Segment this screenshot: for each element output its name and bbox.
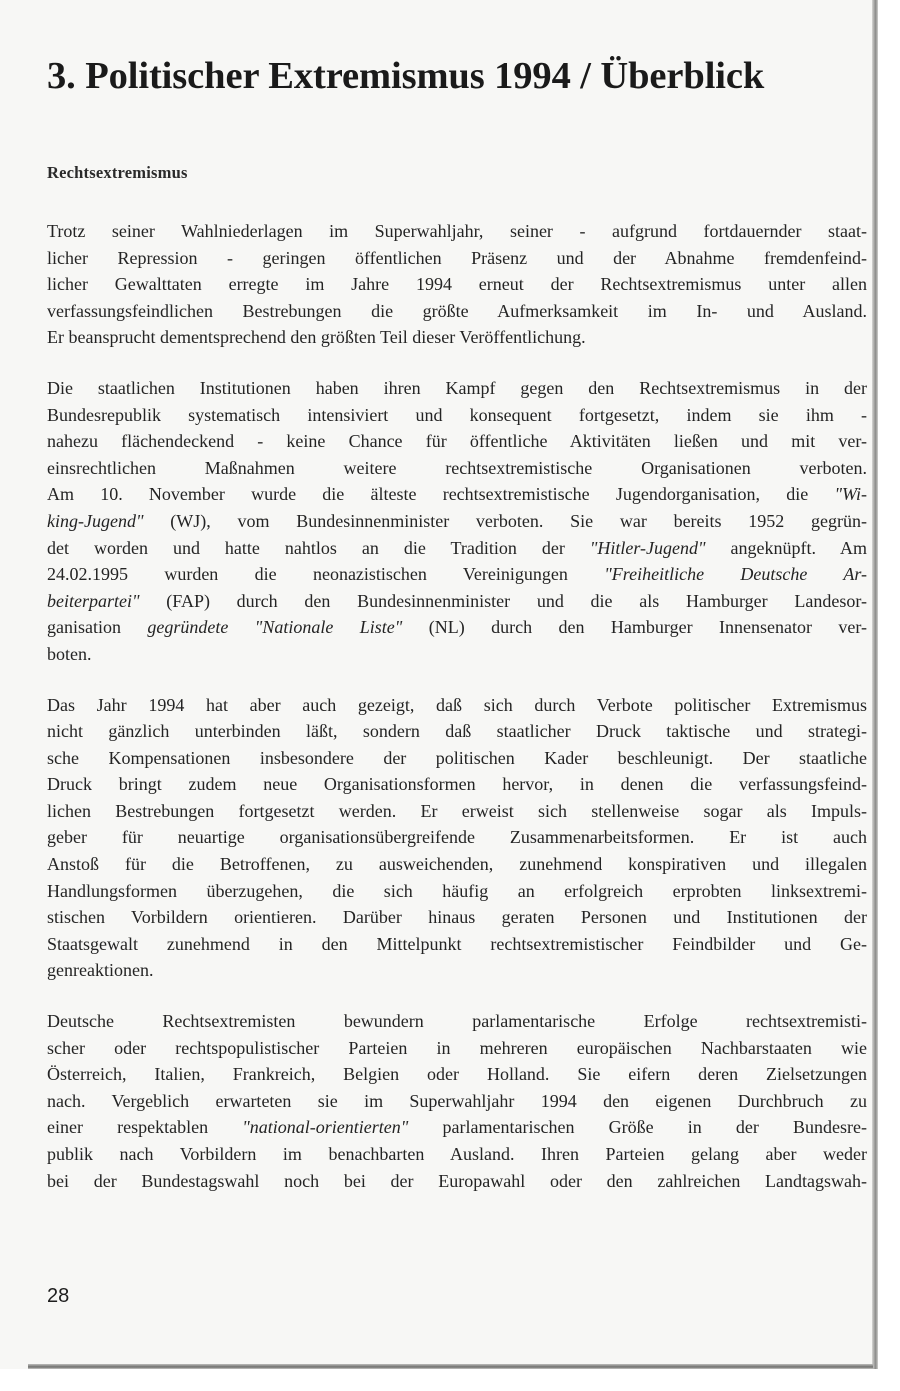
text-line: Trotz seiner Wahlniederlagen im Superwahljahr, seiner - aufgrund fortdauernder staat- bbox=[47, 221, 867, 241]
text-run: parlamentarischen Größe in der Bundesre- bbox=[408, 1117, 867, 1138]
text-line bbox=[47, 561, 867, 588]
text-line: Bundesrepublik systematisch intensiviert und konsequent fortgesetzt, indem sie ihm - bbox=[47, 404, 867, 425]
italic-title: beiterpartei" bbox=[47, 590, 140, 611]
text-line bbox=[47, 508, 867, 535]
text-line: genreaktionen. bbox=[47, 960, 154, 981]
text-run: (WJ), vom Bundesinnenminister verboten. Sie war bereits 1952 gegrün- bbox=[143, 510, 867, 531]
text-line: scher oder rechtspopulistischer Parteien in mehreren europäischen Nachbarstaaten wie bbox=[47, 1037, 867, 1058]
page-margin-bottom bbox=[0, 1369, 900, 1391]
text-line: lichen Bestrebungen fortgesetzt werden. Er erweist sich stellenweise sogar als Impuls- bbox=[47, 800, 867, 821]
text-line bbox=[47, 588, 867, 615]
text-line: geber für neuartige organisationsübergreifende Zusammenarbeitsformen. Er ist auch bbox=[47, 827, 867, 848]
text-run: (NL) durch den Hamburger Innensenator ver- bbox=[402, 617, 867, 638]
text-line: Staatsgewalt zunehmend in den Mittelpunkt rechtsextremistischer Feindbilder und Ge- bbox=[47, 933, 867, 954]
text-line bbox=[47, 535, 867, 562]
text-line: Österreich, Italien, Frankreich, Belgien oder Holland. Sie eifern deren Zielsetzungen bbox=[47, 1064, 867, 1085]
text-run: Am 10. November wurde die älteste rechtsextremistische Jugendorganisation, die bbox=[47, 484, 835, 505]
text-line: stischen Vorbildern orientieren. Darüber hinaus geraten Personen und Institutionen der bbox=[47, 907, 867, 928]
body-text bbox=[47, 218, 867, 1218]
italic-title: king-Jugend" bbox=[47, 510, 144, 531]
text-line: nach. Vergeblich erwarteten sie im Superwahljahr 1994 den eigenen Durchbruch zu bbox=[47, 1090, 867, 1111]
text-line: nicht gänzlich unterbinden läßt, sondern daß staatlicher Druck taktische und strategi- bbox=[47, 721, 867, 742]
text-line: Anstoß für die Betroffenen, zu ausweichenden, zunehmend konspirativen und illegalen bbox=[47, 854, 867, 875]
italic-title: "Wi- bbox=[834, 484, 867, 505]
text-line: bei der Bundestagswahl noch bei der Europawahl oder den zahlreichen Landtagswah- bbox=[47, 1170, 867, 1191]
text-line: licher Repression - geringen öffentlichen Präsenz und der Abnahme fremdenfeind- bbox=[47, 247, 867, 268]
text-line: verfassungsfeindlichen Bestrebungen die größte Aufmerksamkeit im In- und Ausland. bbox=[47, 300, 867, 321]
text-line: Die staatlichen Institutionen haben ihren Kampf gegen den Rechtsextremismus in der bbox=[47, 377, 867, 398]
text-run: (FAP) durch den Bundesinnenminister und die als Hamburger Landesor- bbox=[139, 590, 867, 611]
page-margin-right bbox=[878, 0, 900, 1391]
italic-title: gegründete "Nationale Liste" bbox=[147, 617, 403, 638]
paragraph-2 bbox=[47, 375, 867, 668]
text-line: publik nach Vorbildern im benachbarten Ausland. Ihren Parteien gelang aber weder bbox=[47, 1144, 867, 1164]
text-run: angeknüpft. Am bbox=[705, 537, 867, 558]
italic-title: "Hitler-Jugend" bbox=[589, 537, 706, 558]
section-heading: Rechtsextremismus bbox=[47, 163, 188, 182]
text-line: nahezu flächendeckend - keine Chance für öffentliche Aktivitäten ließen und mit ver- bbox=[47, 431, 867, 452]
text-run: einer respektablen bbox=[47, 1117, 243, 1138]
page-edge-bottom bbox=[28, 1364, 873, 1369]
text-line: Er beansprucht dementsprechend den größten Teil dieser Veröffentlichung. bbox=[47, 327, 586, 348]
paragraph-4 bbox=[47, 1008, 867, 1194]
page-edge-right bbox=[872, 0, 878, 1391]
text-line bbox=[47, 614, 867, 641]
text-run: det worden und hatte nahtlos an die Tradition der bbox=[47, 537, 590, 558]
text-line: einsrechtlichen Maßnahmen weitere rechtsextremistische Organisationen verboten. bbox=[47, 457, 867, 478]
text-line bbox=[47, 481, 867, 508]
paragraph-1 bbox=[47, 218, 867, 351]
italic-title: "Freiheitliche Deutsche Ar- bbox=[604, 564, 868, 585]
text-line: sche Kompensationen insbesondere der politischen Kader beschleunigt. Der staatliche bbox=[47, 747, 867, 768]
italic-title: "national-orientierten" bbox=[242, 1117, 409, 1138]
text-line: licher Gewalttaten erregte im Jahre 1994 erneut der Rechtsextremismus unter allen bbox=[47, 274, 867, 295]
text-line: Handlungsformen überzugehen, die sich häufig an erfolgreich erprobten linksextremi- bbox=[47, 880, 867, 901]
paragraph-3 bbox=[47, 692, 867, 985]
text-line: Deutsche Rechtsextremisten bewundern parlamentarische Erfolge rechtsextremisti- bbox=[47, 1011, 867, 1032]
text-line: Druck bringt zudem neue Organisationsformen hervor, in denen die verfassungsfeind- bbox=[47, 774, 867, 795]
page-number: 28 bbox=[47, 1285, 70, 1307]
text-line: boten. bbox=[47, 643, 92, 664]
text-line: Das Jahr 1994 hat aber auch gezeigt, daß sich durch Verbote politischer Extremismus bbox=[47, 694, 867, 715]
text-line bbox=[47, 1114, 867, 1141]
chapter-title: 3. Politischer Extremismus 1994 / Überblick bbox=[47, 55, 765, 97]
text-run: 24.02.1995 wurden die neonazistischen Vereinigungen bbox=[47, 564, 605, 585]
text-run: ganisation bbox=[47, 617, 148, 638]
